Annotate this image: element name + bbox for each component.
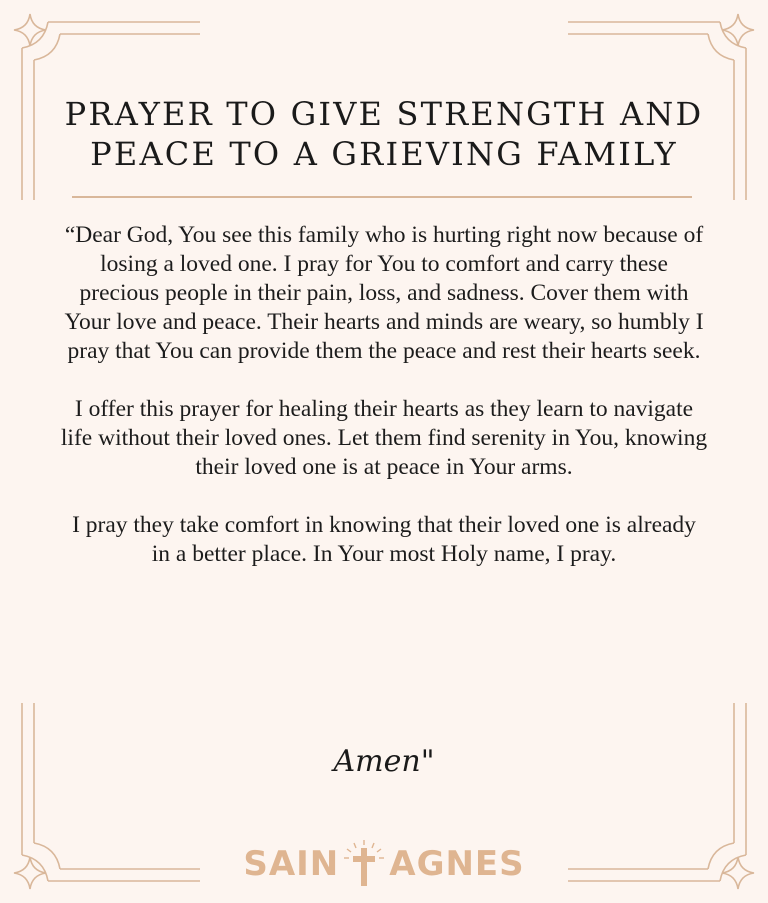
prayer-closing: Amen": [333, 744, 435, 779]
prayer-paragraph: “Dear God, You see this family who is hurting right now because of losing a loved one. I pray for You to comfort and carry these precious people in their pain, loss, and sadness. Cover them with Your love and peace. Their hearts and minds are weary, so humbly I pray that You can provide them the peace and rest their hearts seek.: [64, 222, 704, 364]
brand-name-right: AGNES: [389, 844, 525, 884]
corner-star-icon: [722, 14, 754, 46]
prayer-paragraph: I pray they take comfort in knowing that their loved one is already in a better place. In Your most Holy name, I pray.: [72, 512, 696, 567]
brand-name-left: SAIN: [243, 844, 340, 884]
corner-star-icon: [14, 14, 46, 46]
prayer-paragraph: I offer this prayer for healing their hearts as they learn to navigate life without their loved ones. Let them find serenity in You, knowing their loved one is at peace in Your arms.: [60, 396, 708, 480]
title-divider: [72, 196, 692, 198]
page-title: PRAYER TO GIVE STRENGTH AND PEACE TO A GRIEVING FAMILY: [64, 95, 704, 173]
prayer-body: [60, 221, 708, 598]
brand-logo: [0, 838, 768, 890]
cross-icon: [341, 838, 387, 890]
